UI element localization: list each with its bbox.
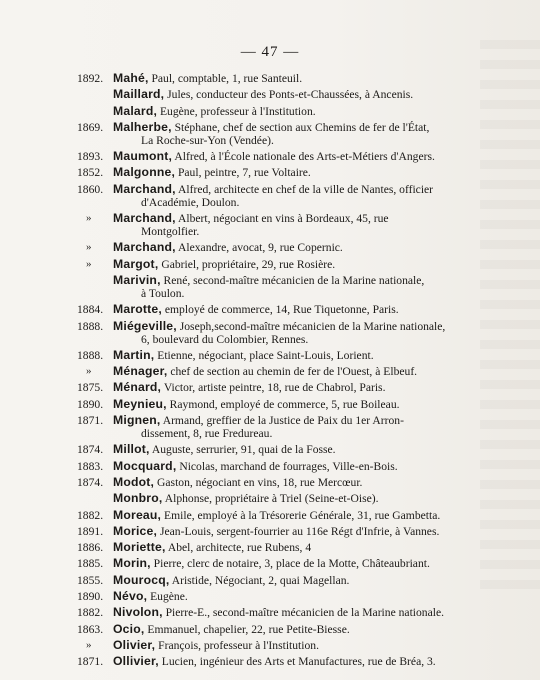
entry-body [113,639,458,652]
entry-body [113,492,458,505]
list-entry [0,349,540,362]
entry-first-line [113,303,458,316]
entry-first-line [113,72,458,85]
entry-continuation: à Toulon. [141,286,185,300]
entry-details: Eugène. [147,590,188,604]
entry-details: Aristide, Négociant, 2, quai Magellan. [169,573,350,587]
entry-first-line [113,590,458,603]
entry-year: 1871. [77,655,104,669]
entry-details: Alfred, architecte en chef de la ville de Nantes, officier [175,182,434,196]
entry-year: 1886. [77,541,104,555]
entry-surname: Marchand, [113,240,176,255]
entry-details: Emile, employé à la Trésorerie Générale, 31, rue Gambetta. [161,508,441,522]
entry-first-line [113,241,458,254]
entry-first-line [113,443,458,456]
list-entry [0,183,540,209]
entry-year: 1882. [77,508,104,522]
entry-first-line [113,258,458,271]
list-entry [0,541,540,554]
entry-body [113,443,458,456]
entry-details: Abel, architecte, rue Rubens, 4 [165,541,312,555]
entry-surname: Névo, [113,589,148,604]
entry-first-line [113,349,458,362]
entry-continuation: Montgolfier. [141,225,200,239]
list-entry [0,574,540,587]
entry-surname: Nivolon, [113,605,163,620]
entry-surname: Marchand, [113,211,176,226]
entry-surname: Marotte, [113,302,162,317]
list-entry [0,303,540,316]
entry-surname: Monbro, [113,491,163,506]
entry-surname: Ménard, [113,380,162,395]
entry-surname: Mahé, [113,71,149,85]
entry-first-line [113,105,458,118]
entry-details: employé de commerce, 14, Rue Tiquetonne, Paris. [162,303,399,317]
entry-body [113,274,458,300]
list-entry [0,365,540,378]
entry-first-line [113,574,458,587]
entry-year: 1892. [77,72,104,85]
entry-continuation: 6, boulevard du Colombier, Rennes. [141,332,309,346]
list-entry [0,623,540,636]
list-entry [0,258,540,271]
list-entry [0,166,540,179]
entry-year: 1874. [77,475,104,489]
list-entry [0,121,540,147]
list-entry [0,525,540,538]
entry-body [113,88,458,101]
entry-details: Alphonse, propriétaire à Triel (Seine-et-Oise). [162,492,379,506]
entry-year: 1875. [77,381,104,395]
entry-body [113,105,458,118]
entry-continuation: La Roche-sur-Yon (Vendée). [141,133,274,147]
entry-body [113,258,458,271]
entry-body [113,303,458,316]
entry-surname: Ollivier, [113,654,159,669]
list-entry [0,105,540,118]
entry-body [113,183,458,209]
entry-surname: Millot, [113,442,150,457]
entry-details: Nicolas, marchand de fourrages, Ville-en-Bois. [176,459,398,473]
entry-surname: Ménager, [113,364,168,379]
list-entry [0,398,540,411]
entry-details: Eugène, professeur à l'Institution. [157,104,316,118]
list-entry [0,655,540,668]
entry-surname: Malherbe, [113,119,172,134]
entry-year: 1884. [77,303,104,317]
entry-first-line [113,166,458,179]
entry-year: 1888. [77,319,104,333]
entry-year: 1883. [77,459,104,473]
entry-body [113,606,458,619]
entry-first-line [113,121,458,134]
entry-body [113,557,458,570]
list-entry [0,274,540,300]
entry-year: 1885. [77,557,104,571]
entry-surname: Maumont, [113,149,173,164]
entry-surname: Mignen, [113,413,161,428]
entry-details: Gabriel, propriétaire, 29, rue Rosière. [158,257,336,271]
list-entry [0,476,540,489]
entry-year: 1863. [77,622,104,636]
entry-body [113,381,458,394]
entry-first-line [113,212,458,225]
entry-details: Raymond, employé de commerce, 5, rue Boileau. [166,397,400,411]
entry-year: 1855. [77,573,104,587]
list-entry [0,212,540,238]
list-entry [0,606,540,619]
entry-year: 1871. [77,414,104,428]
entry-year: 1890. [77,590,104,604]
ditto-mark: » [86,257,92,270]
page-number: — 47 — [240,44,300,60]
entry-first-line [113,150,458,163]
entry-first-line [113,655,458,668]
entry-first-line [113,557,458,570]
entry-surname: Maillard, [113,87,165,102]
entry-first-line [113,381,458,394]
entry-body [113,365,458,378]
entry-first-line [113,623,458,636]
entry-body [113,460,458,473]
ditto-mark: » [86,365,92,378]
entry-body [113,150,458,163]
list-entry [0,414,540,440]
ditto-mark: » [86,638,92,651]
entry-first-line [113,606,458,619]
entry-details: Alfred, à l'École nationale des Arts-et-Métiers d'Angers. [172,150,435,164]
entry-first-line [113,509,458,522]
entry-surname: Margot, [113,256,159,271]
entry-year: 1890. [77,397,104,411]
list-entry [0,320,540,346]
entry-details: Victor, artiste peintre, 18, rue de Chabrol, Paris. [161,381,386,395]
entry-details: Etienne, négociant, place Saint-Louis, Lorient. [154,348,374,362]
entry-details: Jean-Louis, sergent-fourrier au 116e Régt d'Infrie, à Vannes. [157,524,440,538]
entry-first-line [113,274,458,287]
entry-details: Paul, comptable, 1, rue Santeuil. [148,72,303,85]
list-entry [0,443,540,456]
entry-surname: Olivier, [113,637,156,652]
entry-first-line [113,460,458,473]
entry-surname: Moriette, [113,540,166,555]
list-entry [0,492,540,505]
entry-surname: Moreau, [113,507,162,522]
entry-first-line [113,398,458,411]
entry-surname: Morin, [113,556,151,571]
entry-body [113,212,458,238]
ditto-mark: » [86,241,92,254]
list-entry [0,590,540,603]
entry-details: Pierre-E., second-maître mécanicien de la Marine nationale. [162,606,445,620]
entry-year: 1860. [77,182,104,196]
entry-body [113,574,458,587]
entry-details: Alexandre, avocat, 9, rue Copernic. [175,241,343,255]
entry-first-line [113,365,458,378]
entry-first-line [113,541,458,554]
entry-body [113,476,458,489]
list-entry [0,557,540,570]
entry-surname: Malard, [113,103,158,118]
list-entry [0,509,540,522]
entry-body [113,655,458,668]
entry-surname: Miégeville, [113,318,177,333]
entry-surname: Modot, [113,474,155,489]
entry-details: Joseph,second-maître mécanicien de la Marine nationale, [176,319,446,333]
entry-details: Auguste, serrurier, 91, quai de la Fosse. [149,443,336,457]
entry-body [113,349,458,362]
entry-surname: Mourocq, [113,572,170,587]
entry-details: Paul, peintre, 7, rue Voltaire. [175,166,311,180]
entry-body [113,166,458,179]
entry-details: Stéphane, chef de section aux Chemins de fer de l'État, [171,120,430,134]
member-list [0,72,540,672]
entry-details: Albert, négociant en vins à Bordeaux, 45, rue [175,212,389,226]
entry-first-line [113,639,458,652]
list-entry [0,150,540,163]
entry-first-line [113,476,458,489]
entry-surname: Marivin, [113,272,161,287]
entry-body [113,398,458,411]
entry-body [113,121,458,147]
list-entry [0,88,540,101]
list-entry [0,460,540,473]
entry-year: 1893. [77,150,104,164]
entry-first-line [113,88,458,101]
entry-first-line [113,320,458,333]
entry-details: Armand, greffier de la Justice de Paix du 1er Arron- [160,414,404,428]
entry-year: 1882. [77,606,104,620]
entry-surname: Morice, [113,523,158,538]
entry-details: François, professeur à l'Institution. [155,638,319,652]
entry-body [113,590,458,603]
entry-surname: Martin, [113,347,155,362]
entry-year: 1874. [77,443,104,457]
entry-year: 1869. [77,120,104,134]
entry-first-line [113,492,458,505]
entry-year: 1852. [77,166,104,180]
entry-details: Pierre, clerc de notaire, 3, place de la Motte, Châteaubriant. [150,557,430,571]
entry-first-line [113,183,458,196]
entry-details: Gaston, négociant en vins, 18, rue Mercœur. [154,475,363,489]
entry-surname: Malgonne, [113,165,176,180]
entry-body [113,541,458,554]
list-entry [0,381,540,394]
entry-continuation: dissement, 8, rue Fredureau. [141,427,273,441]
entry-body [113,623,458,636]
entry-body [113,320,458,346]
entry-surname: Marchand, [113,181,176,196]
entry-body [113,241,458,254]
ditto-mark: » [86,212,92,225]
entry-body [113,414,458,440]
entry-surname: Meynieu, [113,396,167,411]
entry-details: chef de section au chemin de fer de l'Ouest, à Elbeuf. [167,365,418,379]
entry-body [113,509,458,522]
entry-surname: Ocio, [113,621,145,636]
entry-details: Jules, conducteur des Ponts-et-Chaussées, à Ancenis. [164,88,414,102]
entry-body [113,525,458,538]
entry-details: René, second-maître mécanicien de la Marine nationale, [160,273,425,287]
entry-first-line [113,414,458,427]
list-entry [0,639,540,652]
entry-year: 1891. [77,524,104,538]
entry-details: Lucien, ingénieur des Arts et Manufactures, rue de Bréa, 3. [158,655,436,669]
entry-details: Emmanuel, chapelier, 22, rue Petite-Biesse. [144,622,350,636]
entry-continuation: d'Académie, Doulon. [141,195,240,209]
entry-year: 1888. [77,348,104,362]
entry-surname: Mocquard, [113,458,177,473]
list-entry [0,241,540,254]
list-entry [0,72,540,85]
entry-first-line [113,525,458,538]
entry-body [113,72,458,85]
